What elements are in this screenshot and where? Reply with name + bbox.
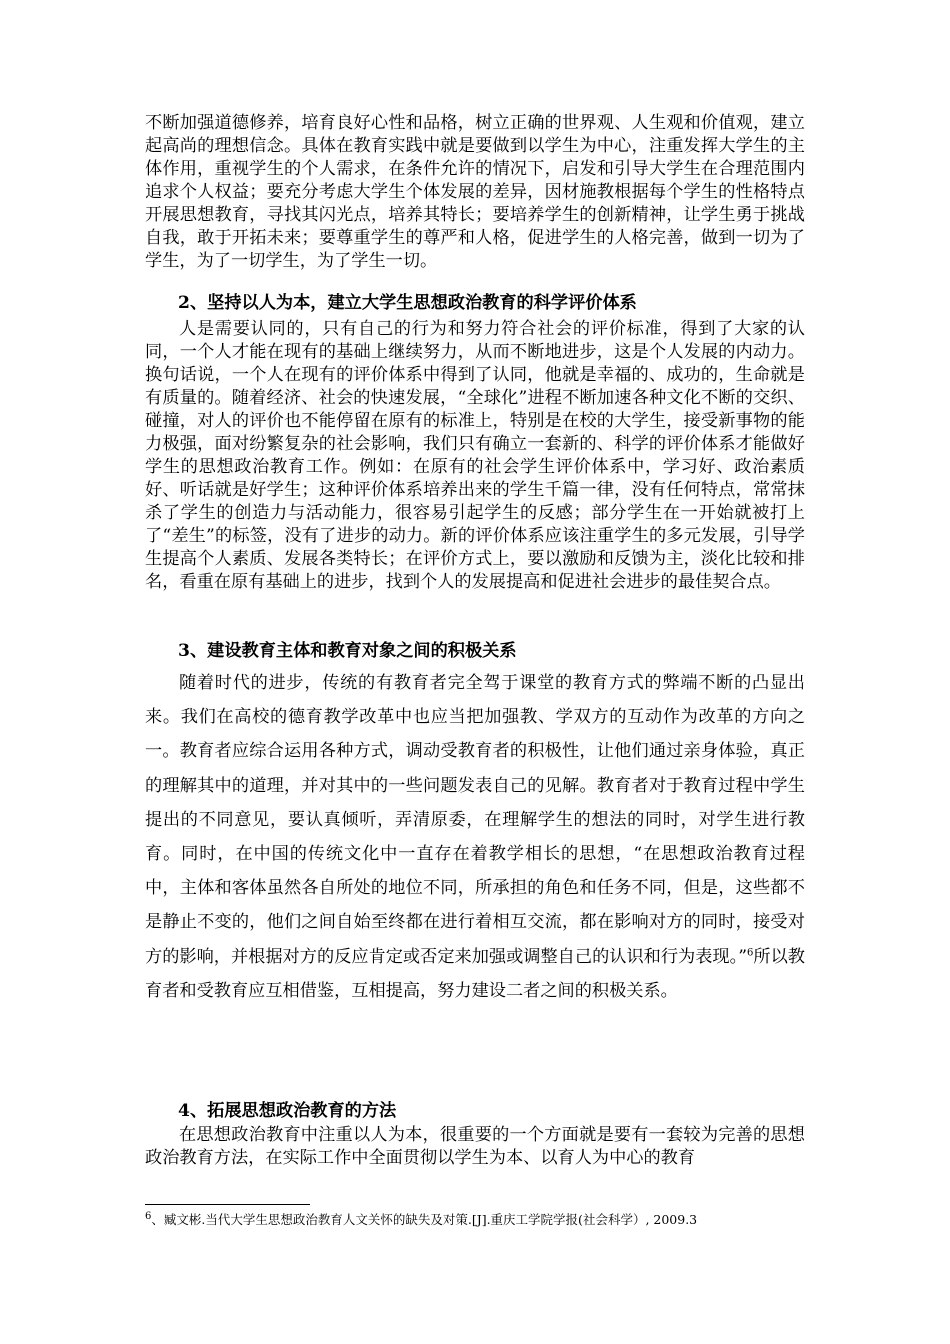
paragraph-4: 在思想政治教育中注重以人为本，很重要的一个方面就是要有一套较为完善的思想政治教育方法，在实际工作中全面贯彻以学生为本、以育人为中心的教育 (145, 1125, 805, 1168)
heading-3: 3、建设教育主体和教育对象之间的积极关系 (178, 641, 517, 661)
footnote-reference: 6 (747, 946, 754, 958)
footnote-divider (145, 1204, 310, 1205)
footnote-mark: 6 (145, 1210, 152, 1222)
paragraph-3-part-b: 所以教育者和受教育应互相借鉴，互相提高，努力建设二者之间的积极关系。 (145, 946, 805, 1001)
heading-4: 4、拓展思想政治教育的方法 (178, 1101, 397, 1121)
heading-2: 2、坚持以人为本，建立大学生思想政治教育的科学评价体系 (178, 293, 637, 313)
paragraph-3-part-a: 随着时代的进步，传统的有教育者完全驾于课堂的教育方式的弊端不断的凸显出来。我们在高校的德育教学改革中也应当把加强教、学双方的互动作为改革的方向之一。教育者应综合运用各种方式，调动受教育者的积极性，让他们通过亲身体验，真正的理解其中的道理，并对其中的一些问题发表自己的见解。教育者对于教育过程中学生提出的不同意见，要认真倾听，弄清原委，在理解学生的想法的同时，对学生进行教育。同时，在中国的传统文化中一直存在着教学相长的思想，“在思想政治教育过程中，主体和客体虽然各自所处的地位不同，所承担的角色和任务不同，但是，这些都不是静止不变的，他们之间自始至终都在进行着相互交流，都在影响对方的同时，接受对方的影响，并根据对方的反应肯定或否定来加强或调整自己的认识和行为表现。” (145, 673, 805, 967)
footnote-text: 、臧文彬.当代大学生思想政治教育人文关怀的缺失及对策.[J].重庆工学院学报(社会科学）, 2009.3 (151, 1212, 698, 1227)
paragraph-1: 不断加强道德修养，培育良好心性和品格，树立正确的世界观、人生观和价值观，建立起高尚的理想信念。具体在教育实践中就是要做到以学生为中心，注重发挥大学生的主体作用，重视学生的个人需求，在条件允许的情况下，启发和引导大学生在合理范围内追求个人权益；要充分考虑大学生个体发展的差异，因材施教根据每个学生的性格特点开展思想教育，寻找其闪光点，培养其特长；要培养学生的创新精神，让学生勇于挑战自我，敢于开拓未来；要尊重学生的尊严和人格，促进学生的人格完善，做到一切为了学生，为了一切学生，为了学生一切。 (145, 113, 805, 271)
paragraph-3 (145, 666, 805, 1008)
paragraph-2: 人是需要认同的，只有自己的行为和努力符合社会的评价标准，得到了大家的认同，一个人才能在现有的基础上继续努力，从而不断地进步，这是个人发展的内动力。换句话说，一个人在现有的评价体系中得到了认同，他就是幸福的、成功的，生命就是有质量的。随着经济、社会的快速发展，“全球化”进程不断加速各种文化不断的交织、碰撞，对人的评价也不能停留在原有的标准上，特别是在校的大学生，接受新事物的能力极强，面对纷繁复杂的社会影响，我们只有确立一套新的、科学的评价体系才能做好学生的思想政治教育工作。例如：在原有的社会学生评价体系中，学习好、政治素质好、听话就是好学生；这种评价体系培养出来的学生千篇一律，没有任何特点，常常抹杀了学生的创造力与活动能力，很容易引起学生的反感；部分学生在一开始就被打上了“差生”的标签，没有了进步的动力。新的评价体系应该注重学生的多元发展，引导学生提高个人素质、发展各类特长；在评价方式上，要以激励和反馈为主，淡化比较和排名，看重在原有基础上的进步，找到个人的发展提高和促进社会进步的最佳契合点。 (145, 319, 805, 592)
footnote (145, 1212, 825, 1228)
